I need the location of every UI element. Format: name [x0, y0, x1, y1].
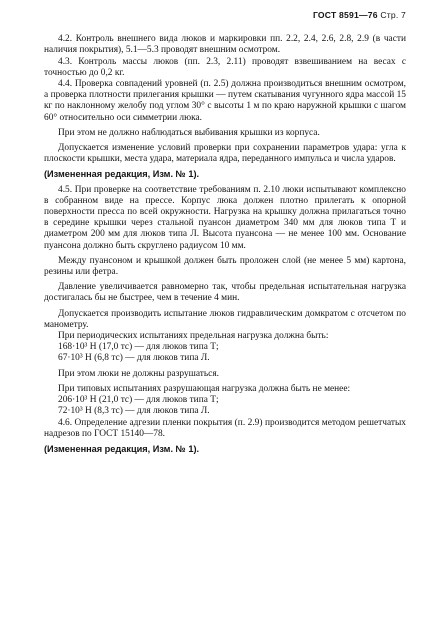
periodic-load-type-t: 168·10³ Н (17,0 тс) — для люков типа Т; — [58, 342, 219, 353]
page-number: Стр. 7 — [380, 10, 406, 20]
clause-4-2: 4.2. Контроль внешнего вида люков и маркировки пп. 2.2, 2.4, 2.6, 2.8, 2.9 (в части наличия покрытия), 5.1—5.3 проводят внешним осмотром. — [44, 34, 406, 56]
amendment-note-2: (Измененная редакция, Изм. № 1). — [44, 443, 200, 454]
breaking-load-type-l: 72·10³ Н (8,3 тс) — для люков типа Л. — [58, 406, 210, 417]
clause-4-6: 4.6. Определение адгезии пленки покрытия (п. 2.9) производится методом решетчатых надрезов по ГОСТ 15140—78. — [44, 417, 406, 439]
clause-4-3: 4.3. Контроль массы люков (пп. 2.3, 2.11) проводят взвешиванием на весах с точностью до 0,2 кг. — [44, 56, 406, 78]
periodic-tests-intro: При периодических испытаниях предельная нагрузка должна быть: — [58, 331, 329, 342]
amendment-note: (Измененная редакция, Изм. № 1). — [44, 169, 200, 180]
clause-4-5-pressure: Давление увеличивается равномерно так, чтобы предельная испытательная нагрузка достигалась бы не быстрее, чем в течение 4 мин. — [44, 282, 406, 304]
clause-4-4: 4.4. Проверка совпадений уровней (п. 2.5) должна производиться внешним осмотром, а проверка плотности прилегания крышки — путем скатывания чугунного ядра массой 15 кг по наклонному желобу под углом 30° с высоты 1 м по краю наружной крышки с шагом 60° относительно оси симметрии люка. — [44, 79, 406, 123]
page-header — [44, 10, 406, 21]
clause-4-4-note: При этом не должно наблюдаться выбивания крышки из корпуса. — [58, 127, 320, 138]
clause-4-5-jack: Допускается производить испытание люков гидравлическим домкратом с отсчетом по манометру. — [44, 308, 406, 330]
periodic-load-type-l: 67·10³ Н (6,8 тс) — для люков типа Л. — [58, 353, 210, 364]
clause-4-5: 4.5. При проверке на соответствие требованиям п. 2.10 люки испытывают комплексно в собранном виде на прессе. Корпус люка должен плотно прилегать к опорной поверхности пресса по всей окружности. Нагрузка на крышку должна прилагаться точно в середине крышки через стальной пуансон диаметром 340 мм для люков типа Т и диаметром 200 мм для люков типа Л. Высота пуансона — не менее 100 мм. Основание пуансона должно быть скруглено радиусом 10 мм. — [44, 184, 406, 251]
breaking-load-type-t: 206·10³ Н (21,0 тс) — для люков типа Т; — [58, 395, 219, 406]
type-tests-intro: При типовых испытаниях разрушающая нагрузка должна быть не менее: — [58, 383, 351, 394]
periodic-tests-condition: При этом люки не должны разрушаться. — [58, 368, 219, 379]
clause-4-5-layer: Между пуансоном и крышкой должен быть проложен слой (не менее 5 мм) картона, резины или фетра. — [44, 255, 406, 278]
standard-number: ГОСТ 8591—76 — [312, 10, 378, 20]
clause-4-4-allowance: Допускается изменение условий проверки при сохранении параметров удара: угла к плоскости крышки, места удара, материала ядра, переданного импульса и числа ударов. — [44, 143, 406, 165]
